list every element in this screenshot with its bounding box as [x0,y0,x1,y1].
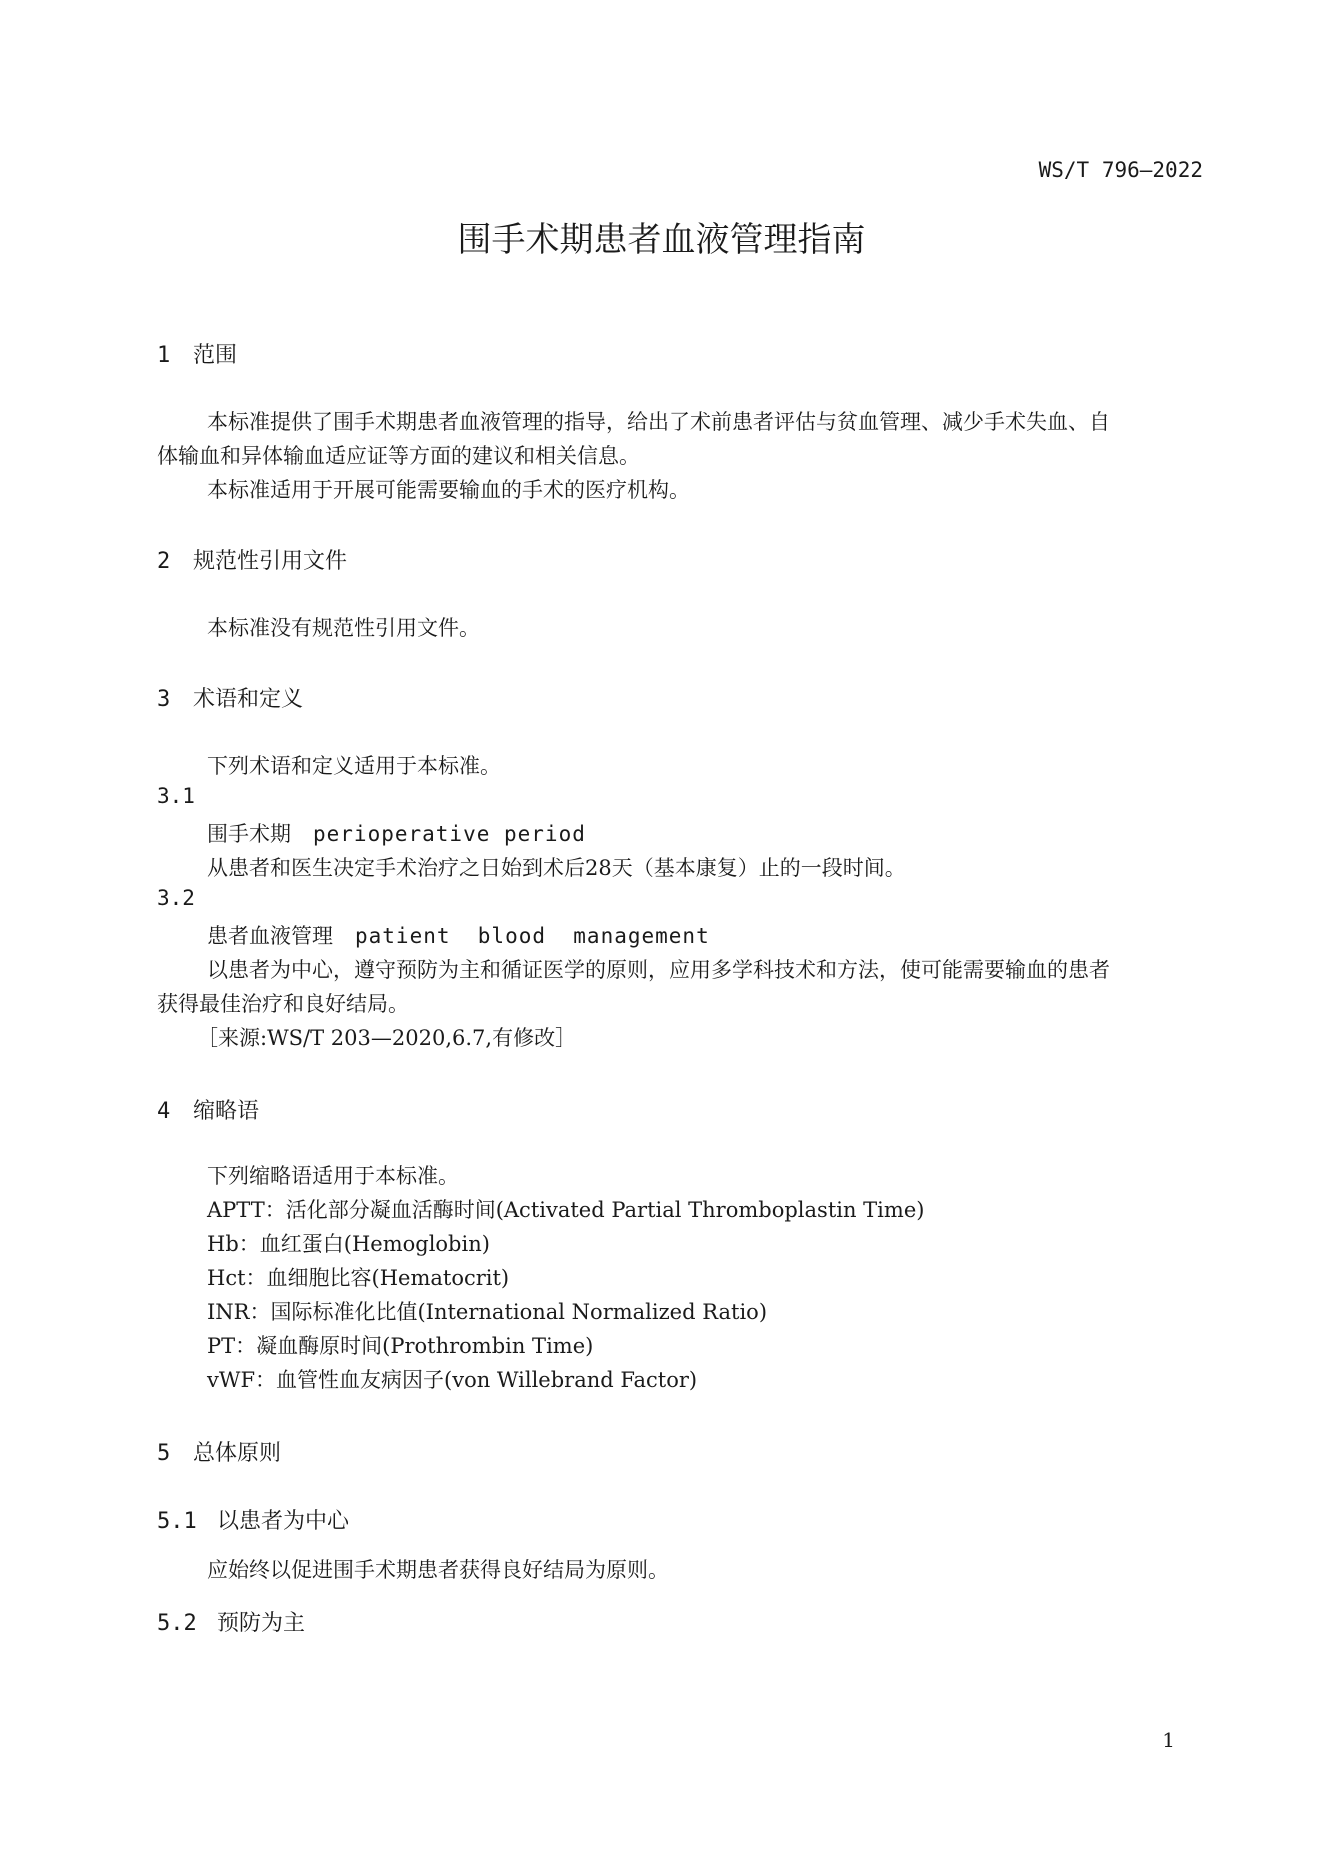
term-definition: 获得最佳治疗和良好结局。 [157,992,409,1016]
term-definition: 从患者和医生决定手术治疗之日始到术后28天（基本康复）止的一段时间。 [207,856,906,880]
section-title: 缩略语 [193,1099,260,1124]
term-zh: 患者血液管理 [207,924,333,948]
section-number: 3 [157,687,171,712]
section-title: 术语和定义 [193,687,304,712]
section-1-heading [157,338,237,369]
paragraph: 下列术语和定义适用于本标准。 [207,754,501,778]
paragraph: 本标准没有规范性引用文件。 [207,616,480,640]
section-number: 1 [157,343,171,368]
section-3-heading [157,682,303,713]
subsection-number: 5.2 [157,1611,197,1636]
term-entry [207,920,710,950]
paragraph: 应始终以促进围手术期患者获得良好结局为原则。 [207,1558,669,1582]
paragraph: 本标准提供了围手术期患者血液管理的指导，给出了术前患者评估与贫血管理、减少手术失血、自 [207,410,1110,434]
subsection-title: 预防为主 [217,1611,306,1636]
term-zh: 围手术期 [207,822,291,846]
abbreviation-item: Hb：血红蛋白(Hemoglobin) [207,1232,490,1256]
section-number: 2 [157,549,171,574]
term-en: perioperative period [313,822,586,846]
term-number: 3.2 [157,886,195,910]
standard-code: WS/T 796—2022 [1038,158,1203,182]
term-source: ［来源:WS/T 203—2020,6.7,有修改］ [197,1026,577,1050]
term-entry [207,818,586,848]
subsection-5-2-heading [157,1606,305,1637]
paragraph: 下列缩略语适用于本标准。 [207,1164,459,1188]
term-definition: 以患者为中心，遵守预防为主和循证医学的原则，应用多学科技术和方法，使可能需要输血的患者 [207,958,1110,982]
abbreviation-item: PT：凝血酶原时间(Prothrombin Time) [207,1334,594,1358]
section-number: 4 [157,1099,171,1124]
abbreviation-item: APTT：活化部分凝血活酶时间(Activated Partial Thromboplastin Time) [207,1198,925,1222]
paragraph: 本标准适用于开展可能需要输血的手术的医疗机构。 [207,478,690,502]
section-4-heading [157,1094,259,1125]
subsection-5-1-heading [157,1504,349,1535]
section-2-heading [157,544,347,575]
abbreviation-item: Hct：血细胞比容(Hematocrit) [207,1266,510,1290]
section-title: 规范性引用文件 [193,549,348,574]
term-number: 3.1 [157,784,195,808]
paragraph: 体输血和异体输血适应证等方面的建议和相关信息。 [157,444,640,468]
section-title: 范围 [193,343,238,368]
term-en: patient blood management [355,924,710,948]
section-5-heading [157,1436,281,1467]
section-title: 总体原则 [193,1441,282,1466]
document-title: 围手术期患者血液管理指南 [457,220,866,260]
section-number: 5 [157,1441,171,1466]
subsection-number: 5.1 [157,1509,197,1534]
subsection-title: 以患者为中心 [217,1509,350,1534]
abbreviation-item: vWF：血管性血友病因子(von Willebrand Factor) [207,1368,698,1392]
abbreviation-item: INR：国际标准化比值(International Normalized Ratio) [207,1300,768,1324]
page-number: 1 [1162,1728,1175,1752]
